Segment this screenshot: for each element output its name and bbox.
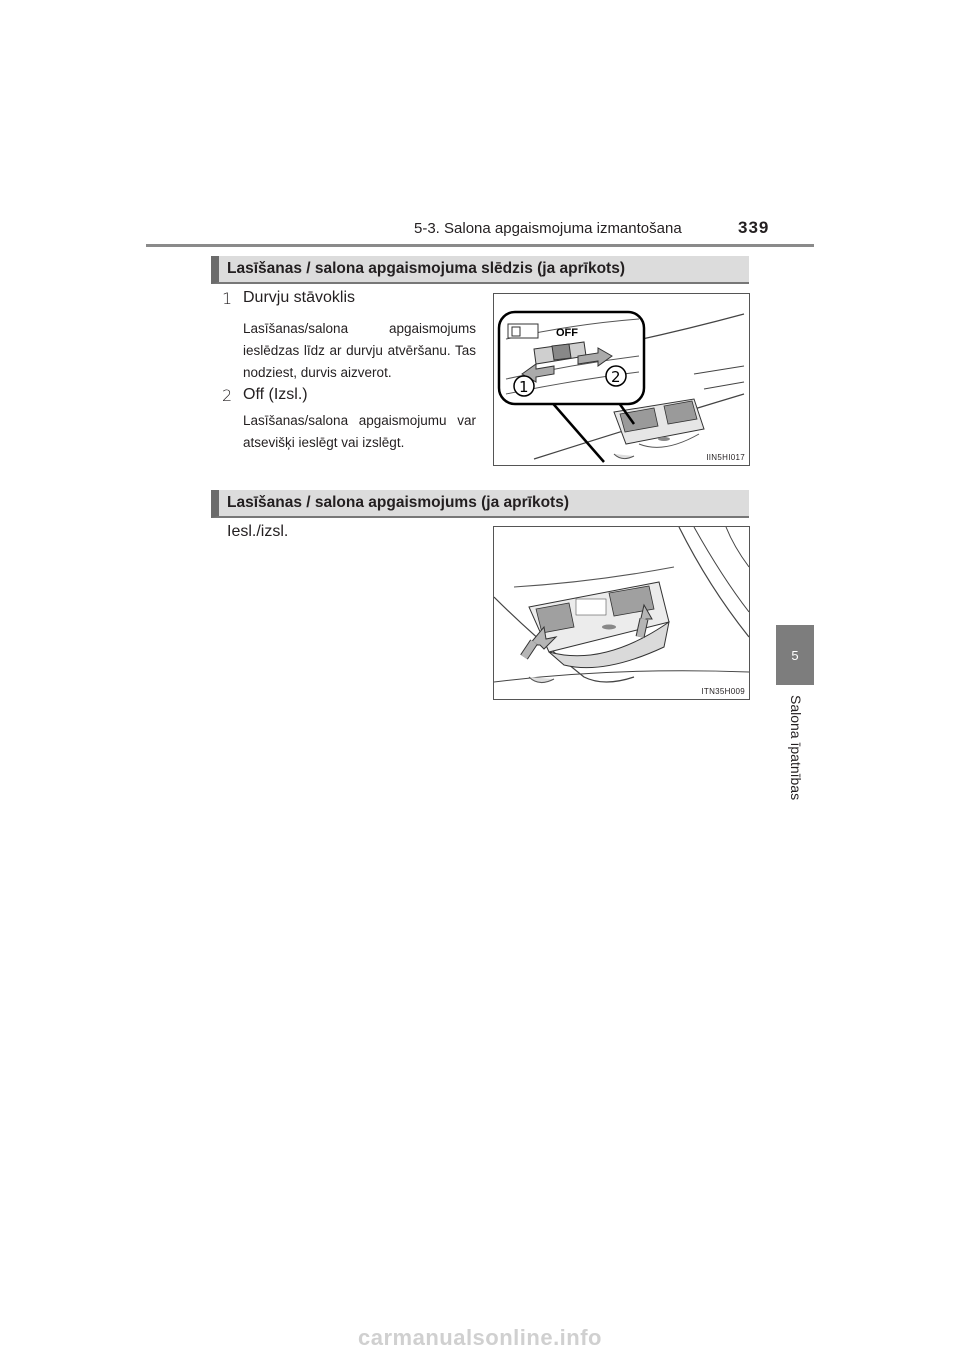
section-heading-text: Lasīšanas / salona apgaismojums (ja aprīkots) [227,494,569,511]
header-rule [146,244,814,247]
figure-code: ITN35H009 [701,687,745,696]
item-number-1: 1 [222,289,233,308]
callout-2-number: 2 [611,368,621,386]
figure-switch-illustration [493,293,750,466]
section-heading-lamp [211,490,749,518]
figure-code: IIN5HI017 [706,453,745,462]
lamp-illustration [494,527,749,699]
running-header-title: 5-3. Salona apgaismojuma izmantošana [414,220,682,237]
off-switch-label: OFF [556,327,578,339]
chapter-label: Salona īpatnības [788,695,804,801]
item-title-door-position: Durvju stāvoklis [243,289,356,306]
page-number: 339 [738,218,770,237]
item-number-2: 2 [222,386,233,405]
chapter-number: 5 [791,647,799,663]
section-heading-switch [211,256,749,284]
chapter-tab [776,625,814,685]
lamp-on-off-text: Iesl./izsl. [227,523,289,540]
switch-illustration [494,294,749,465]
watermark: carmanualsonline.info [358,1325,602,1350]
item-body-off: Lasīšanas/salona apgaismojumu var atsevišķi ieslēgt vai izslēgt. [243,413,476,450]
section-heading-text: Lasīšanas / salona apgaismojuma slēdzis (ja aprīkots) [227,260,625,277]
item-title-off: Off (Izsl.) [243,386,308,403]
callout-1-number: 1 [519,378,529,396]
figure-lamp-illustration [493,526,750,700]
item-body-door-position: Lasīšanas/salona apgaismojums ieslēdzas līdz ar durvju atvēršanu. Tas nodziest, durvis aizverot. [243,321,476,380]
